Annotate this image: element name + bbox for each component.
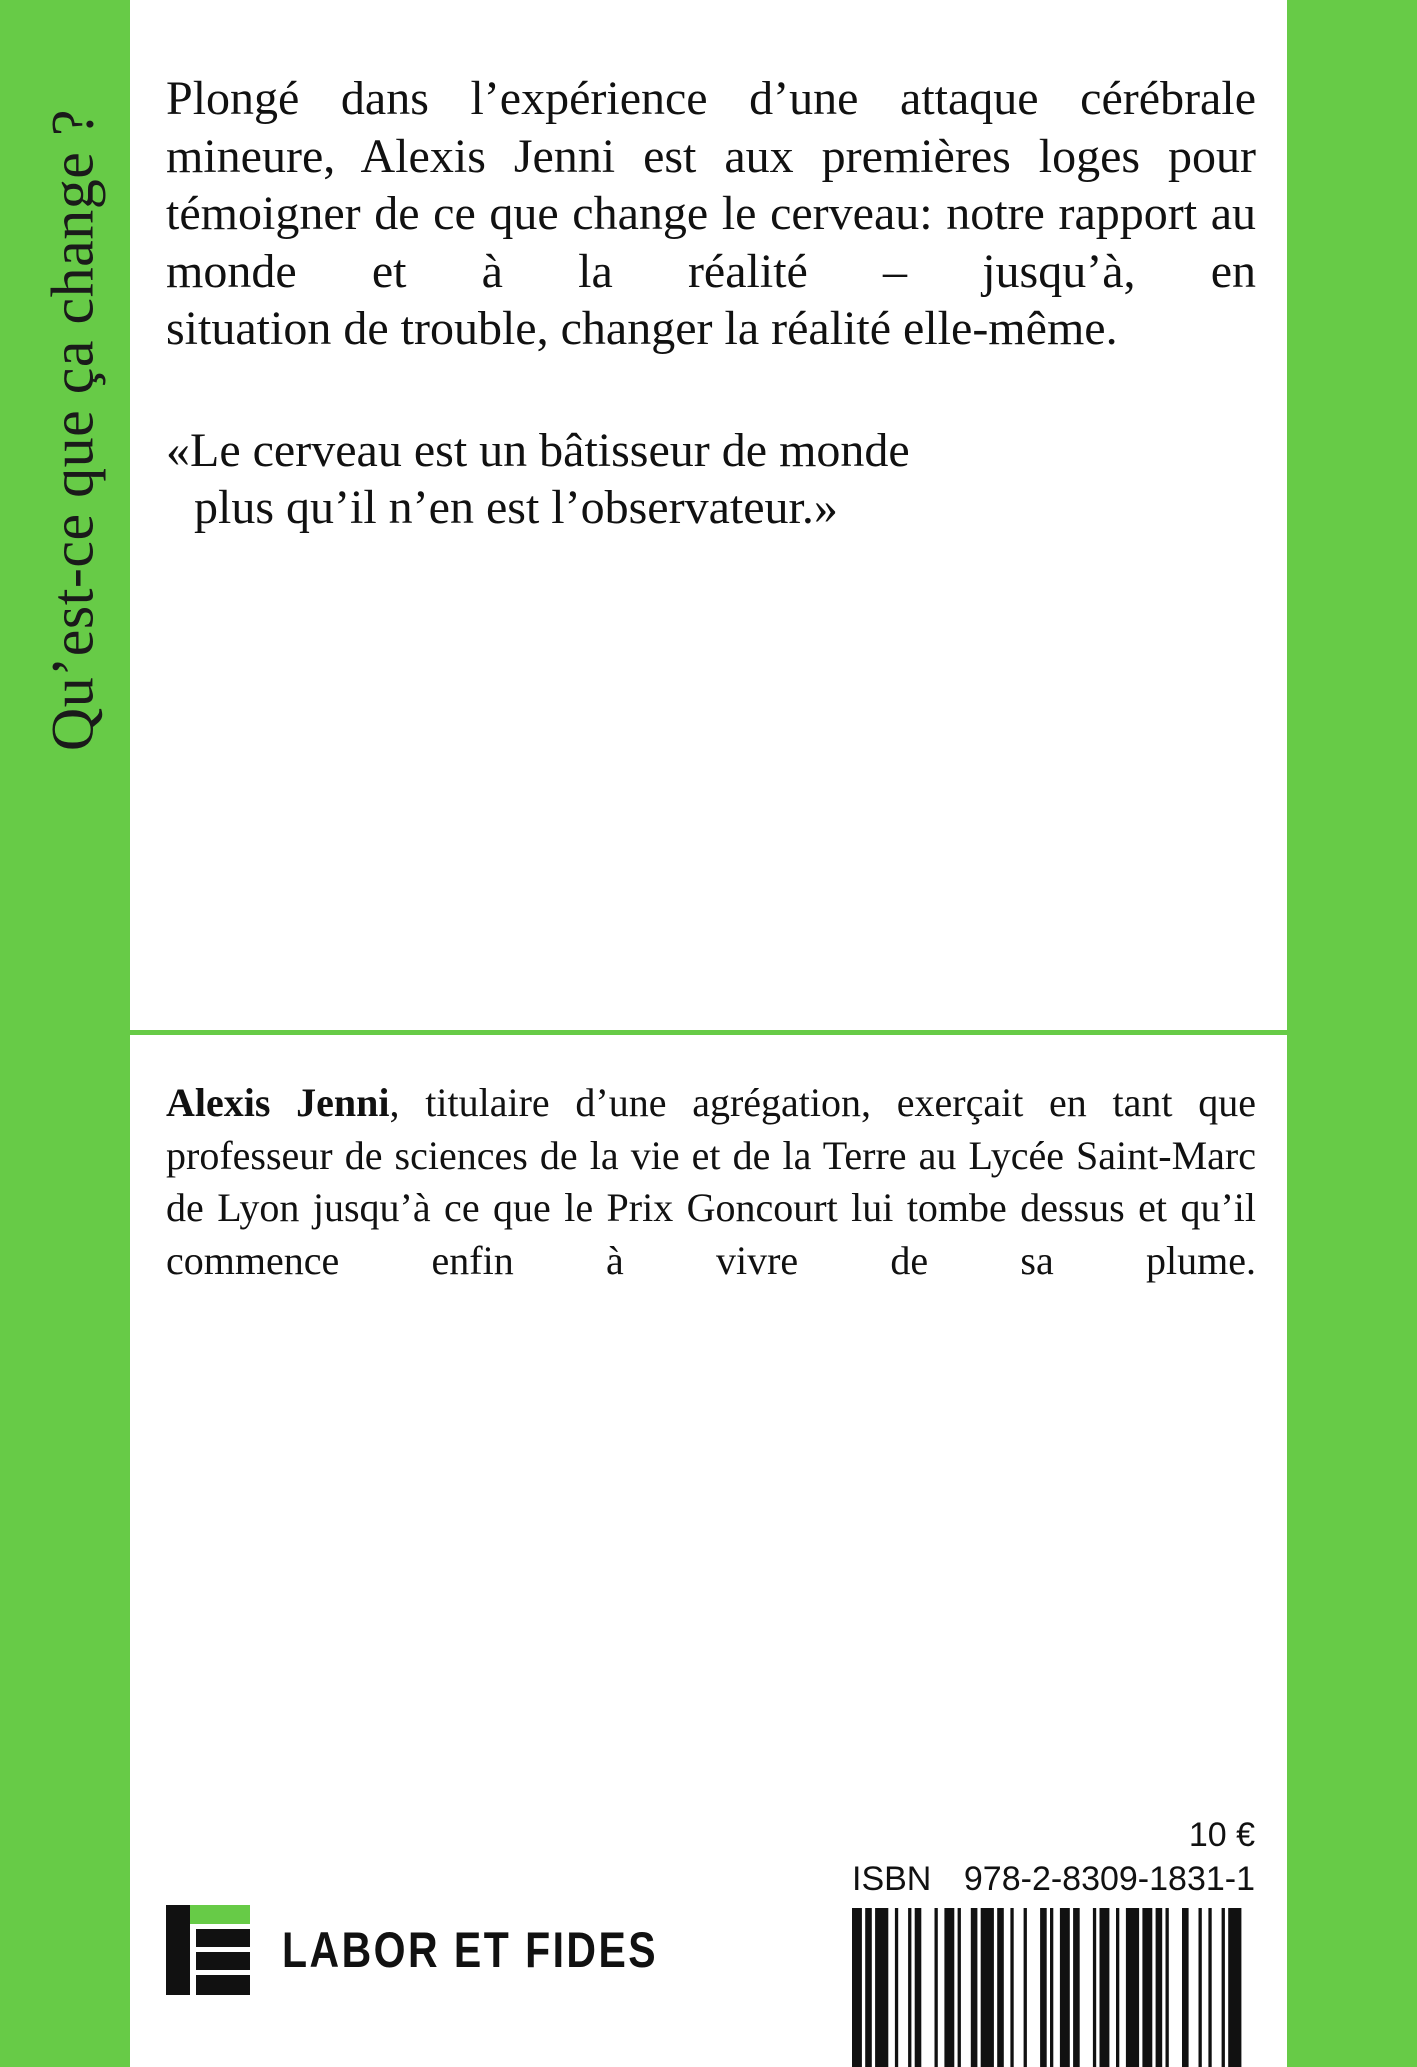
barcode-icon xyxy=(852,1908,1255,2067)
barcode-bar xyxy=(1093,1908,1096,2067)
barcode-bar xyxy=(958,1908,961,2067)
barcode-bar xyxy=(1060,1908,1070,2067)
barcode-bar xyxy=(1116,1908,1119,2067)
barcode-bar xyxy=(908,1908,911,2067)
barcode-bar xyxy=(971,1908,978,2067)
barcode-bar xyxy=(1199,1908,1202,2067)
barcode-bar xyxy=(865,1908,872,2067)
barcode-bar xyxy=(1010,1908,1013,2067)
barcode-bar xyxy=(1228,1908,1241,2067)
spine-title: Qu’est-ce que ça change ? xyxy=(39,108,106,752)
barcode-bar xyxy=(915,1908,922,2067)
pull-quote-line-1: «Le cerveau est un bâtisseur de monde xyxy=(166,424,910,477)
barcode-bar xyxy=(1222,1908,1225,2067)
barcode-bar xyxy=(935,1908,938,2067)
barcode-bar xyxy=(1166,1908,1169,2067)
isbn-line xyxy=(852,1860,1255,1899)
isbn-number: 978-2-8309-1831-1 xyxy=(963,1860,1255,1898)
barcode-bar xyxy=(1040,1908,1047,2067)
barcode-bar xyxy=(1156,1908,1163,2067)
barcode-bar xyxy=(1073,1908,1080,2067)
blurb-last-line: situation de trouble, changer la réalité elle-même. xyxy=(166,302,1118,355)
price-label: 10 € xyxy=(1188,1816,1255,1854)
barcode-bar xyxy=(875,1908,888,2067)
barcode-bar xyxy=(1182,1908,1189,2067)
barcode-bar xyxy=(997,1908,1004,2067)
isbn-label: ISBN xyxy=(852,1860,932,1898)
pull-quote xyxy=(166,422,910,536)
pull-quote-line-2: plus qu’il n’en est l’observateur.» xyxy=(194,481,838,534)
publisher-block xyxy=(166,1905,741,1995)
barcode-bar xyxy=(1024,1908,1027,2067)
barcode-bar xyxy=(944,1908,954,2067)
barcode-bar xyxy=(1126,1908,1139,2067)
barcode-bar xyxy=(1100,1908,1110,2067)
labor-et-fides-logo-icon xyxy=(166,1905,250,1995)
barcode-bar xyxy=(895,1908,898,2067)
barcode-bar xyxy=(1050,1908,1053,2067)
section-divider xyxy=(130,1030,1287,1035)
author-name: Alexis Jenni xyxy=(166,1080,390,1125)
author-bio xyxy=(166,1077,1256,1287)
back-cover-panel xyxy=(130,0,1287,2067)
author-bio-text: , titulaire d’une agrégation, exerçait en tant que professeur de sciences de la vie et de la Terre au Lycée Saint-Marc de Lyon jusqu’à ce que le Prix Goncourt lui tombe dessus et qu’il commence enfin à vivre de sa plume. xyxy=(166,1080,1256,1283)
barcode-bar xyxy=(1142,1908,1152,2067)
publisher-name: LABOR ET FIDES xyxy=(282,1922,659,1978)
barcode-bar xyxy=(1208,1908,1211,2067)
barcode-bar xyxy=(981,1908,994,2067)
barcode-bar xyxy=(852,1908,862,2067)
blurb-paragraph xyxy=(166,70,1256,358)
blurb-text: Plongé dans l’expérience d’une attaque cérébrale mineure, Alexis Jenni est aux premières loges pour témoigner de ce que change le cerveau: notre rapport au monde et à la réalité – jusqu’à, en xyxy=(166,72,1256,298)
